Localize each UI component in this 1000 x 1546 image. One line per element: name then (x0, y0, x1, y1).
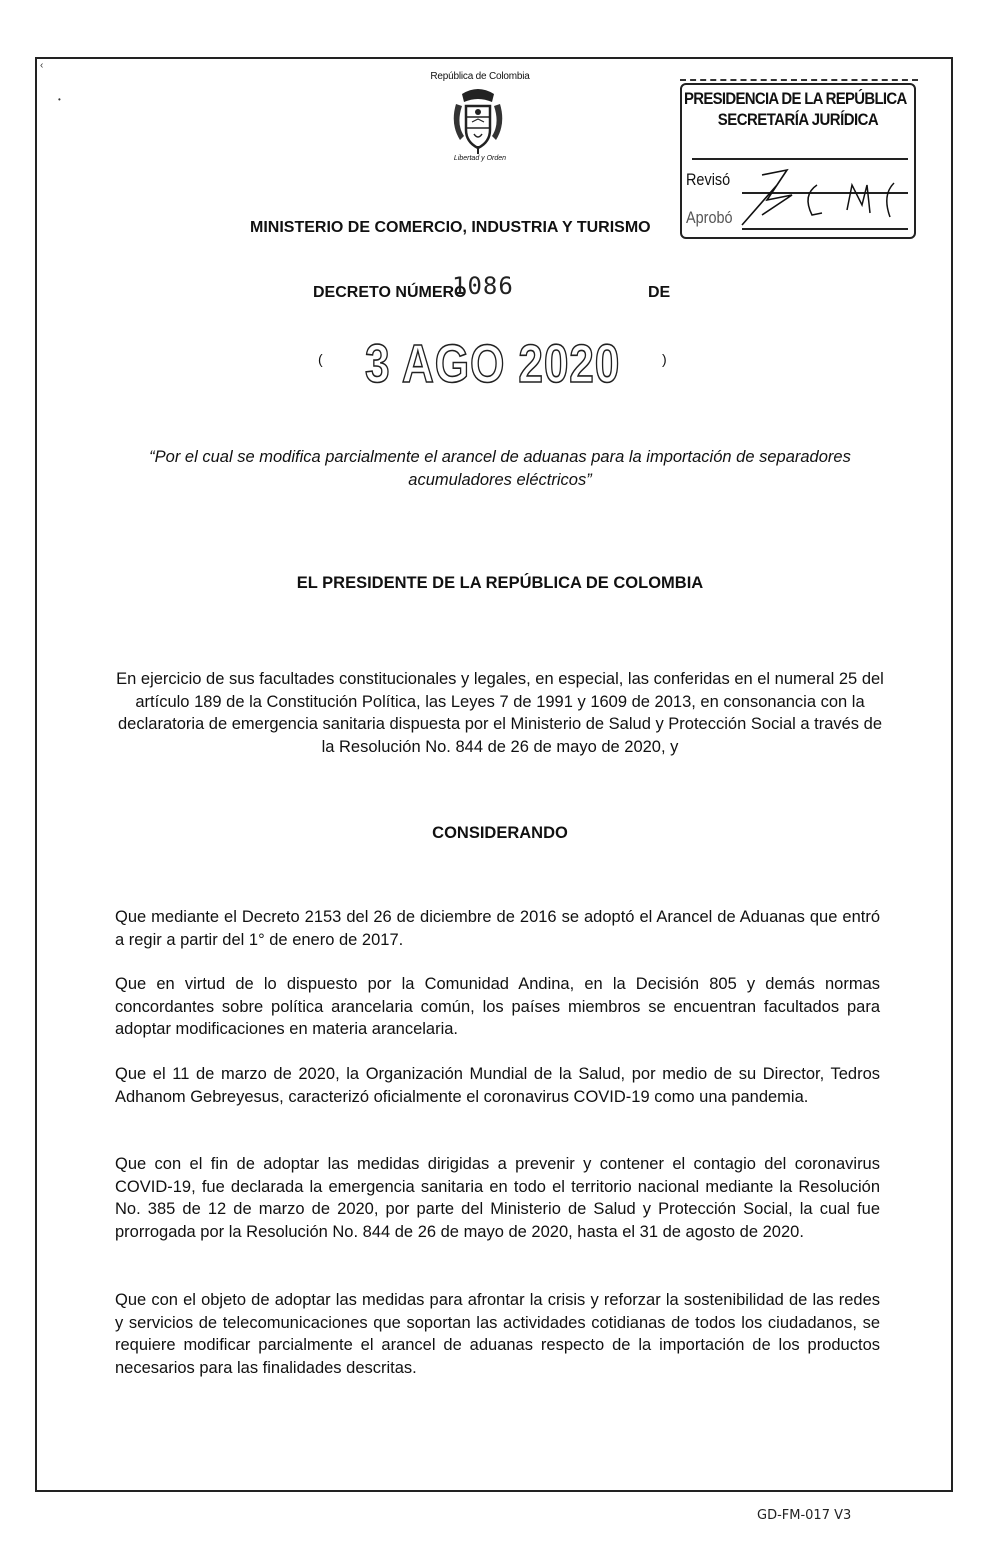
ministry-heading: MINISTERIO DE COMERCIO, INDUSTRIA Y TURISMO (250, 219, 651, 236)
stamp-line2: SECRETARÍA JURÍDICA (717, 110, 879, 129)
considerando-paragraph: Que con el fin de adoptar las medidas dirigidas a prevenir y contener el contagio del coronavirus COVID-19, fue declarada la emergencia sanitaria en todo el territorio nacional mediante la Resolución No. 385 de 12 de marzo de 2020, por parte del Ministerio de Salud y Protección Social, la cual fue prorrogada por la Resolución No. 844 de 26 de mayo de 2020, hasta el 31 de agosto de 2020. (115, 1155, 880, 1241)
considerando-heading: CONSIDERANDO (432, 824, 568, 842)
decree-de-label: DE (648, 284, 671, 301)
powers-paragraph: En ejercicio de sus facultades constitucionales y legales, en especial, las conferidas en el numeral 25 del artículo 189 de la Constitución Política, las Leyes 7 de 1991 y 1609 de 2013, en consonancia con la declaratoria de emergencia sanitaria dispuesta por el Ministerio de Salud y Protección Social a través de la Resolución No. 844 de 26 de mayo de 2020, y (116, 670, 884, 756)
coat-of-arms-icon (442, 84, 514, 156)
motto: Libertad y Orden (453, 155, 507, 162)
considerando-paragraph: Que el 11 de marzo de 2020, la Organización Mundial de la Salud, por medio de su Director, Tedros Adhanom Gebreyesus, caracterizó oficialmente el coronavirus COVID-19 como una pandemia. (115, 1065, 880, 1106)
form-code: GD-FM-017 V3 (757, 1508, 852, 1523)
authority-heading: EL PRESIDENTE DE LA REPÚBLICA DE COLOMBIA (296, 574, 704, 592)
scan-mark: • (58, 95, 61, 104)
decree-date-stamp: 3 AGO 2020 (365, 334, 621, 394)
scan-mark: ‹ (40, 60, 44, 71)
date-paren-close: ) (662, 351, 667, 367)
stamp-line1: PRESIDENCIA DE LA REPÚBLICA (684, 89, 907, 108)
stamp-reviso-label: Revisó (686, 170, 731, 189)
considerando-paragraph: Que en virtud de lo dispuesto por la Comunidad Andina, en la Decisión 805 y demás normas concordantes sobre política arancelaria común, los países miembros se encuentran facultados para adoptar modificaciones en materia arancelaria. (115, 975, 880, 1038)
decree-number: 1086 (452, 272, 514, 300)
country-heading: República de Colombia (430, 71, 530, 82)
considerando-paragraph: Que mediante el Decreto 2153 del 26 de diciembre de 2016 se adoptó el Arancel de Aduanas que entró a regir a partir del 1° de enero de 2017. (115, 908, 880, 949)
decree-epigraph: “Por el cual se modifica parcialmente el arancel de aduanas para la importación de separadores acumuladores eléctricos” (149, 448, 851, 489)
stamp-aprobo-label: Aprobó (686, 208, 733, 227)
date-paren-open: ( (318, 351, 323, 367)
considerando-paragraph: Que con el objeto de adoptar las medidas para afrontar la crisis y reforzar la sostenibilidad de las redes y servicios de telecomunicaciones que soportan las actividades cotidianas de todos los ciudadanos, se requiere modificar parcialmente el arancel de aduanas respecto de la importación de los productos necesarios para las finalidades descritas. (115, 1291, 880, 1377)
stamp-top-edge (680, 79, 918, 81)
secretaria-juridica-stamp (680, 83, 916, 239)
decree-label: DECRETO NÚMERO (313, 284, 467, 301)
signature-icon (722, 155, 912, 235)
